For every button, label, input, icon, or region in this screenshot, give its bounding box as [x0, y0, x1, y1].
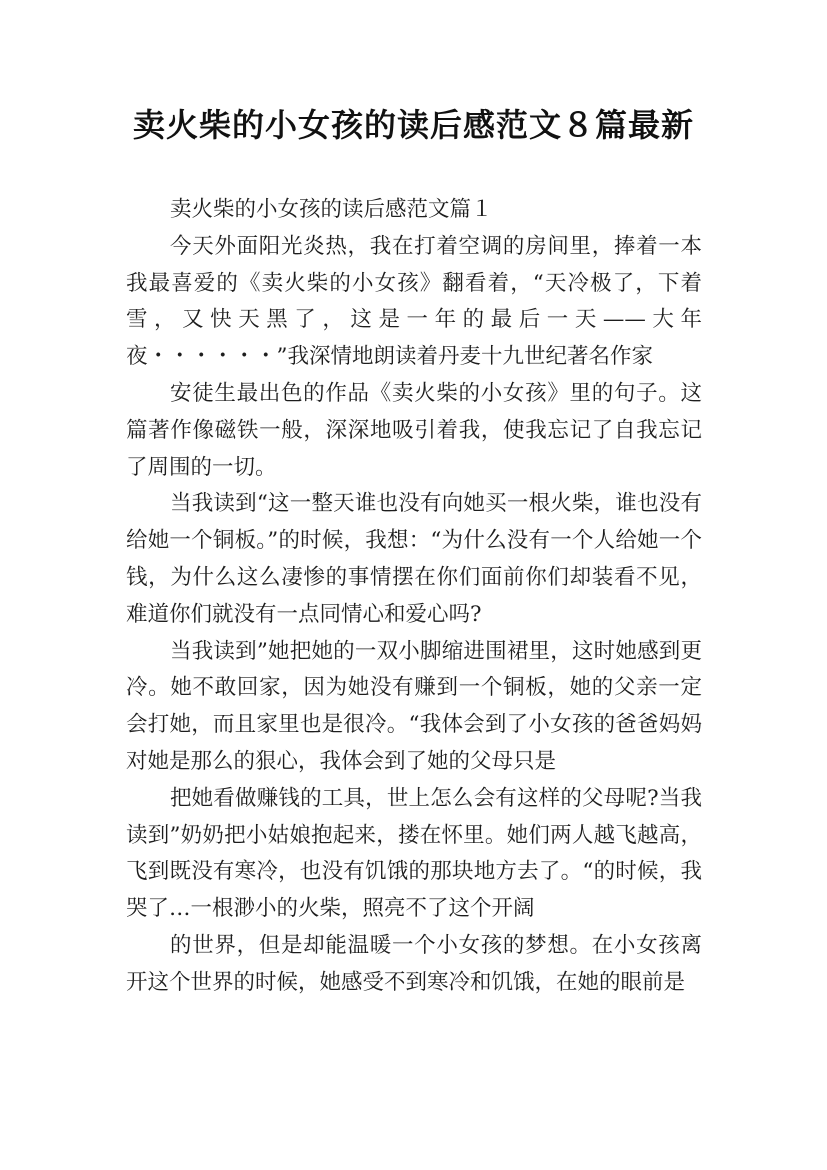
section-heading: 卖火柴的小女孩的读后感范文篇１ [170, 197, 493, 222]
paragraph-4: 当我读到”她把她的一双小脚缩进围裙里，这时她感到更冷。她不敢回家，因为她没有赚到一个铜板，她的父亲一定会打她，而且家里也是很冷。“我体会到了小女孩的爸爸妈妈对她是那么的狠心，我体会到了她的父母只是 [126, 638, 702, 774]
paragraph-3: 当我读到“这一整天谁也没有向她买一根火柴，谁也没有给她一个铜板。”的时候，我想：“为什么没有一个人给她一个钱，为什么这么凄惨的事情摆在你们面前你们却装看不见，难道你们就没有一点同情心和爱心吗? [126, 491, 702, 627]
document-body [126, 192, 702, 1002]
paragraph-1: 今天外面阳光炎热，我在打着空调的房间里，捧着一本我最喜爱的《卖火柴的小女孩》翻看着，“天冷极了，下着雪，又快天黑了，这是一年的最后一天——大年夜・・・・・・”我深情地朗读着丹麦十九世纪著名作家 [126, 233, 702, 370]
paragraph-6: 的世界，但是却能温暖一个小女孩的梦想。在小女孩离开这个世界的时候，她感受不到寒冷和饥饿，在她的眼前是 [126, 932, 702, 995]
paragraph-5: 把她看做赚钱的工具，世上怎么会有这样的父母呢?当我读到”奶奶把小姑娘抱起来，搂在怀里。她们两人越飞越高，飞到既没有寒冷，也没有饥饿的那块地方去了。“的时候，我哭了…一根渺小的火柴，照亮不了这个开阔 [126, 785, 702, 922]
document-title: 卖火柴的小女孩的读后感范文８篇最新 [132, 106, 694, 144]
paragraph-2: 安徒生最出色的作品《卖火柴的小女孩》里的句子。这篇著作像磁铁一般，深深地吸引着我，使我忘记了自我忘记了周围的一切。 [126, 380, 702, 480]
